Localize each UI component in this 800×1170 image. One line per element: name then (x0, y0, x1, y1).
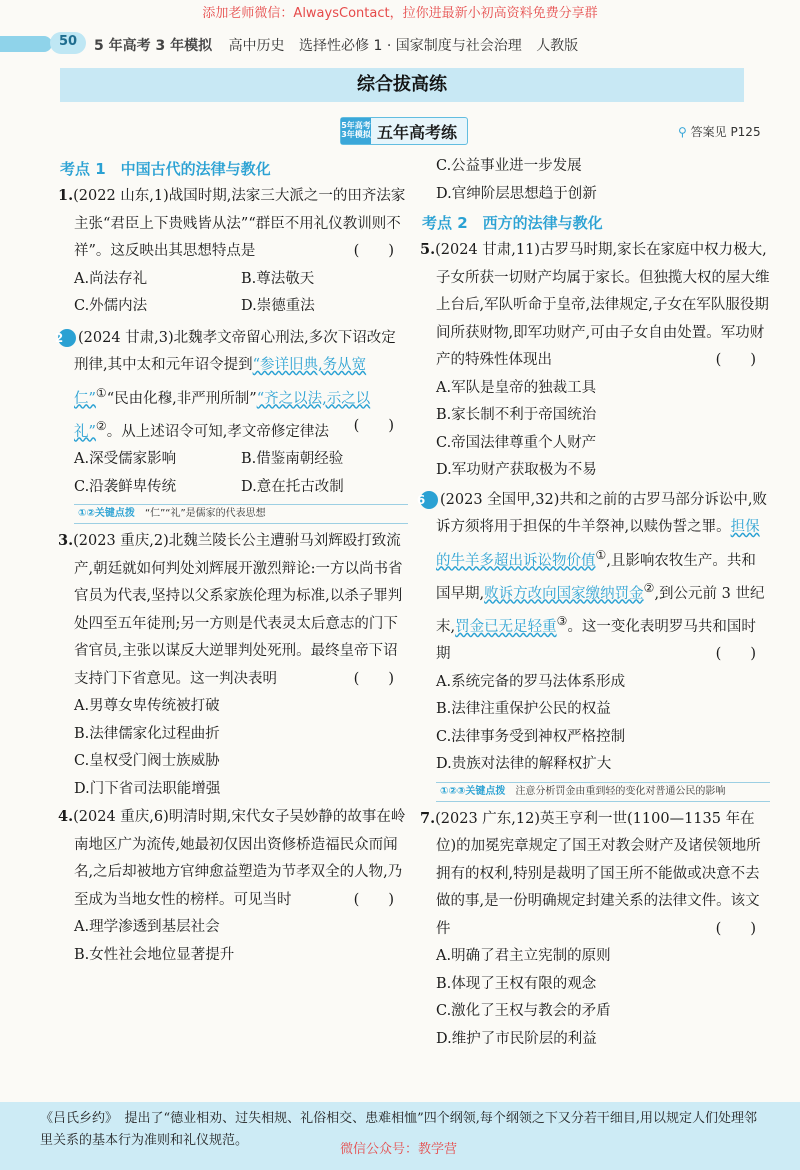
q4-stem: (2024 重庆,6)明清时期,宋代女子吴妙静的故事在岭南地区广为流传,她最初仅因出资修桥造福民众而闻名,之后却被地方官绅愈益塑造为节孝双全的人物,乃至成为当地女性的榜样。可见当时 (73, 809, 406, 908)
q2-tip-text: “仁”“礼”是儒家的代表思想 (144, 508, 266, 520)
q6-stem-b: ,且影响农牧生产。共和国早期, (436, 552, 756, 602)
q2-highlight-1: “参详旧典,务从宽仁” (74, 357, 367, 407)
q7-stem: (2023 广东,12)英王亨利一世(1100—1135 年在位)的加冕宪章规定了国王对教会财产及诸侯领地所拥有的权利,特别是裁明了国王所不能做或决意不去做的事,是一份明确规定封建关系的法律文件。该文件 (435, 810, 761, 937)
q2-stem-c: 。从上述诏令可知,孝文帝修定律法 (106, 423, 329, 440)
q6-number-badge: 6 (420, 491, 438, 509)
q6-marker-1: ① (595, 547, 607, 562)
q5-option-b: B.家长制不利于帝国统治 (436, 407, 597, 423)
q7-option-a: A.明确了君主立宪制的原则 (436, 948, 611, 965)
q6-tip-label: ①②③关键点拨 (440, 785, 506, 797)
question-4 (58, 803, 408, 969)
answer-reference (678, 123, 761, 140)
q2-options (58, 446, 408, 501)
q5-option-a: A.军队是皇帝的独裁工具 (436, 379, 597, 396)
q6-stem-d: 。这一变化表明罗马共和国时期 (436, 618, 756, 663)
left-column (54, 156, 408, 969)
q4-option-c: C.公益事业进一步发展 (436, 158, 582, 174)
q3-option-a: A.男尊女卑传统被打破 (74, 698, 220, 715)
q1-stem: (2022 山东,1)战国时期,法家三大派之一的田齐法家主张“君臣上下贵贱皆从法”“群臣不用礼仪教训则不祥”。这反映出其思想特点是 (73, 188, 406, 259)
q7-option-c: C.激化了王权与教会的矛盾 (436, 1003, 611, 1020)
q2-option-d: D.意在托古改制 (241, 478, 344, 495)
q7-option-b: B.体现了王权有限的观念 (436, 975, 597, 992)
q4-options-right (420, 153, 770, 208)
q7-options (420, 943, 770, 1053)
q5-answer-blank: ( ) (715, 352, 756, 368)
section-banner (340, 117, 468, 145)
q6-highlight-2: 败诉方改向国家缴纳罚金 (484, 585, 644, 602)
page-number: 50 (50, 32, 86, 54)
q7-option-d: D.维护了市民阶层的利益 (436, 1030, 597, 1047)
q5-options (420, 375, 770, 485)
q3-option-b: B.法律儒家化过程曲折 (74, 725, 220, 742)
q3-option-c: C.皇权受门阀士族威胁 (74, 753, 220, 770)
q2-key-tip (74, 504, 408, 524)
q6-key-tip (436, 782, 770, 802)
q2-answer-blank: ( ) (353, 417, 394, 434)
q3-stem: (2023 重庆,2)北魏兰陵长公主遭驸马刘辉殴打致流产,朝廷就如何判处刘辉展开激烈辩论:一方以尚书省官员为代表,坚持以父系家族伦理为标准,以杀子罪判处四至五年徒刑;另一方则是代表灵太后意志的门下省官员,主张以谋反大逆罪判处死刑。最终皇帝下诏支持门下省意见。这一判决表明 (73, 533, 403, 687)
right-column (416, 153, 770, 1053)
q3-option-d: D.门下省司法职能增强 (74, 780, 221, 797)
question-6 (416, 487, 770, 802)
q2-number-badge: 2 (58, 329, 76, 347)
header-accent-bar (0, 36, 52, 52)
header-subject: 高中历史 (228, 38, 285, 54)
q5-option-c: C.帝国法律尊重个人财产 (436, 434, 597, 451)
question-7 (420, 805, 770, 1054)
q1-option-c: C.外儒内法 (74, 298, 148, 314)
footer-note: 《吕氏乡约》 提出了“德业相劝、过失相规、礼俗相交、患难相恤”四个纲领,每个纲领之下又分若干细目,用以规定人们处理邻里关系的基本行为准则和礼仪规范。 (0, 1102, 800, 1170)
q4-options-left (58, 914, 408, 969)
q6-marker-2: ② (643, 580, 655, 595)
topic-1-heading: 考点 1 中国古代的法律与教化 (60, 160, 271, 178)
q6-option-b: B.法律注重保护公民的权益 (436, 701, 611, 718)
q4-answer-blank: ( ) (353, 891, 394, 908)
watermark-top: 添加老师微信：AlwaysContact，拉你进最新小初高资料免费分享群 (202, 6, 598, 21)
header-edition: 人教版 (536, 38, 579, 54)
q2-marker-1: ① (95, 385, 107, 400)
q6-answer-blank: ( ) (715, 646, 756, 663)
q3-number: 3. (58, 532, 74, 550)
q6-marker-3: ③ (556, 614, 568, 629)
q2-option-c: C.沿袭鲜卑传统 (74, 478, 177, 495)
header-text (94, 35, 588, 55)
q5-stem: (2024 甘肃,11)古罗马时期,家长在家庭中权力极大,子女所获一切财产均属于家长。但独揽大权的屋大维上台后,军队听命于皇帝,法律规定,子女在军队服役期间所获财物,即军功财产,可由子女自由处置。军功财产的特殊性体现出 (435, 242, 770, 368)
header-book: 选择性必修 1 · 国家制度与社会治理 (299, 38, 522, 54)
q6-option-c: C.法律事务受到神权严格控制 (436, 728, 626, 745)
q4-number: 4. (58, 808, 74, 826)
q6-options (420, 669, 770, 779)
question-3 (58, 527, 408, 803)
q1-options (58, 266, 408, 321)
banner-title: 综合拔高练 (60, 68, 744, 102)
q1-answer-blank: ( ) (353, 243, 394, 259)
search-icon: ⚲ (678, 125, 687, 139)
q5-option-d: D.军功财产获取极为不易 (436, 462, 597, 478)
q2-marker-2: ② (95, 418, 107, 433)
question-5 (420, 236, 770, 485)
watermark-bottom: 微信公众号：教学营 (340, 1142, 458, 1157)
q2-stem-b: “民由化穆,非严刑所制” (106, 390, 257, 407)
topic-2-heading: 考点 2 西方的法律与教化 (422, 214, 603, 232)
question-2 (54, 325, 408, 525)
q7-answer-blank: ( ) (715, 920, 756, 937)
q3-options (58, 693, 408, 803)
q6-highlight-3: 罚金已无足轻重 (455, 618, 557, 635)
q2-stem-a: (2024 甘肃,3)北魏孝文帝留心刑法,多次下诏改定刑律,其中太和元年诏令提到 (74, 329, 396, 373)
q2-tip-label: ①②关键点拨 (78, 508, 135, 520)
q6-highlight-1: 担保的牛羊多超出诉讼物价值 (436, 519, 760, 569)
q3-answer-blank: ( ) (353, 670, 394, 687)
q6-stem-c: ,到公元前 3 世纪末, (436, 585, 765, 635)
q5-number: 5. (420, 241, 436, 258)
header-series: 5 年高考 3 年模拟 (94, 38, 213, 54)
question-1 (58, 182, 408, 321)
q6-option-d: D.贵族对法律的解释权扩大 (436, 756, 612, 773)
q1-option-a: A.尚法存礼 (74, 270, 148, 287)
q1-option-d: D.崇德重法 (241, 298, 315, 314)
answer-ref-text: 答案见 P125 (690, 125, 761, 139)
q6-option-a: A.系统完备的罗马法体系形成 (436, 673, 626, 690)
q4-option-d: D.官绅阶层思想趋于创新 (436, 185, 597, 202)
q4-option-b: B.女性社会地位显著提升 (74, 946, 235, 963)
section-title: 五年高考练 (377, 122, 458, 142)
q4-option-a: A.理学渗透到基层社会 (74, 919, 220, 936)
q2-highlight-2: “齐之以法,示之以礼” (74, 390, 371, 440)
q1-option-b: B.尊法敬天 (241, 270, 315, 287)
q2-option-a: A.深受儒家影响 (74, 451, 177, 468)
q6-stem-a: (2023 全国甲,32)共和之前的古罗马部分诉讼中,败诉方须将用于担保的牛羊祭神,以赎伪誓之罪。 (436, 491, 767, 535)
q7-number: 7. (420, 809, 436, 827)
q6-tip-text: 注意分析罚金由重到轻的变化对普通公民的影响 (515, 785, 726, 797)
series-logo: 5年高考3年模拟 (341, 118, 371, 144)
q2-option-b: B.借鉴南朝经验 (241, 451, 344, 468)
q1-number: 1. (58, 187, 74, 204)
page-header (0, 32, 800, 56)
